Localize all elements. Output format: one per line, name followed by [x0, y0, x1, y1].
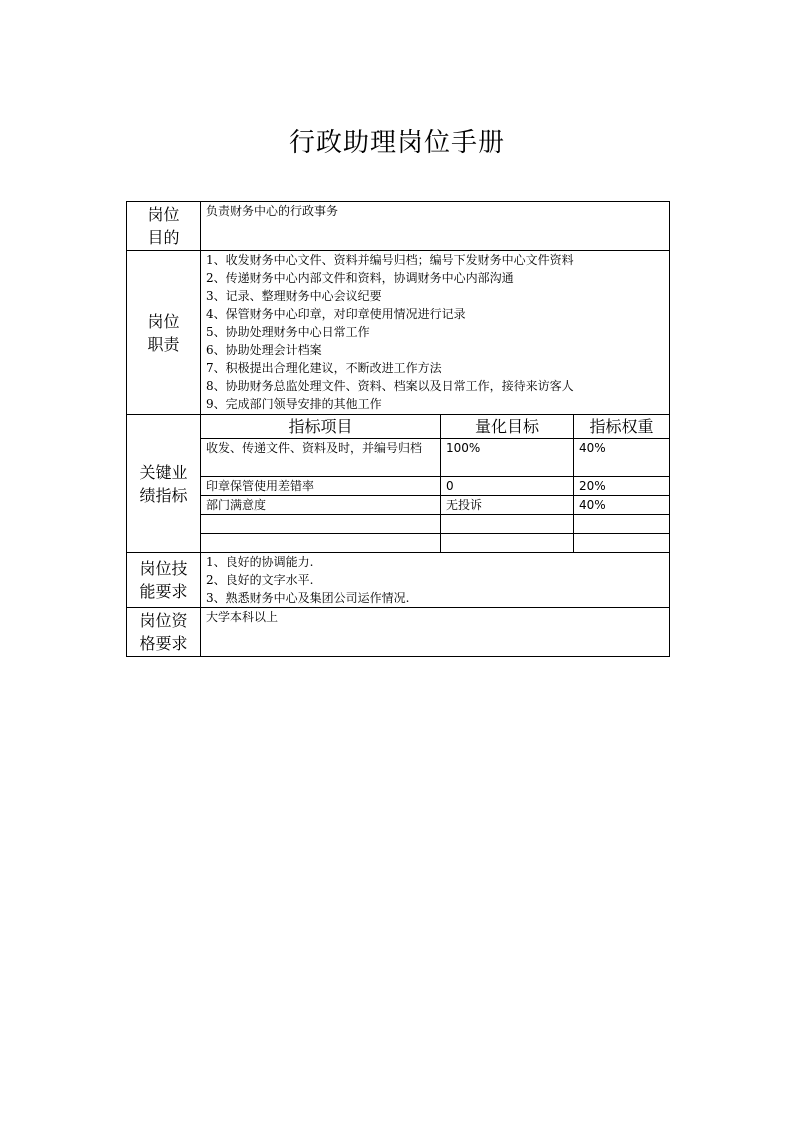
- kpi-weight-cell: 40%: [574, 496, 670, 515]
- kpi-target-cell: [441, 534, 574, 553]
- purpose-text: 负责财务中心的行政事务: [201, 202, 670, 251]
- document-title: 行政助理岗位手册: [288, 128, 505, 158]
- table-row: [127, 534, 670, 553]
- skill-item: 1、良好的协调能力.: [206, 555, 314, 569]
- job-manual-table: [126, 201, 670, 657]
- duty-item: 1、收发财务中心文件、资料并编号归档；编号下发财务中心文件资料: [206, 253, 574, 267]
- kpi-target-cell: [441, 515, 574, 534]
- duty-item: 7、积极提出合理化建议，不断改进工作方法: [206, 361, 442, 375]
- kpi-weight-cell: [574, 515, 670, 534]
- kpi-target-cell: 0: [441, 477, 574, 496]
- skills-label: 岗位技 能要求: [127, 553, 201, 608]
- kpi-weight-cell: 40%: [574, 439, 670, 477]
- duty-item: 2、传递财务中心内部文件和资料，协调财务中心内部沟通: [206, 271, 514, 285]
- kpi-header-item: 指标项目: [201, 415, 441, 439]
- kpi-header-weight: 指标权重: [574, 415, 670, 439]
- skills-list: [201, 553, 670, 608]
- kpi-item-cell: 部门满意度: [201, 496, 441, 515]
- duties-label: 岗位 职责: [127, 251, 201, 415]
- purpose-label: 岗位 目的: [127, 202, 201, 251]
- duty-item: 4、保管财务中心印章，对印章使用情况进行记录: [206, 307, 466, 321]
- table-row: [127, 477, 670, 496]
- skill-item: 2、良好的文字水平.: [206, 573, 314, 587]
- duty-item: 3、记录、整理财务中心会议纪要: [206, 289, 382, 303]
- duties-list: [201, 251, 670, 415]
- table-row: [127, 496, 670, 515]
- kpi-item-cell: [201, 534, 441, 553]
- kpi-item-cell: 印章保管使用差错率: [201, 477, 441, 496]
- qualification-label: 岗位资 格要求: [127, 608, 201, 657]
- duty-item: 8、协助财务总监处理文件、资料、档案以及日常工作，接待来访客人: [206, 379, 574, 393]
- kpi-target-cell: 无投诉: [441, 496, 574, 515]
- table-row: [127, 439, 670, 477]
- duty-item: 5、协助处理财务中心日常工作: [206, 325, 370, 339]
- duty-item: 6、协助处理会计档案: [206, 343, 322, 357]
- table-row: [127, 515, 670, 534]
- qualification-text: 大学本科以上: [201, 608, 670, 657]
- duty-item: 9、完成部门领导安排的其他工作: [206, 397, 382, 411]
- kpi-weight-cell: 20%: [574, 477, 670, 496]
- kpi-label: 关键业 绩指标: [127, 415, 201, 553]
- skill-item: 3、熟悉财务中心及集团公司运作情况.: [206, 591, 410, 605]
- kpi-header-target: 量化目标: [441, 415, 574, 439]
- kpi-item-cell: [201, 515, 441, 534]
- kpi-target-cell: 100%: [441, 439, 574, 477]
- kpi-item-cell: 收发、传递文件、资料及时，并编号归档: [201, 439, 441, 477]
- kpi-weight-cell: [574, 534, 670, 553]
